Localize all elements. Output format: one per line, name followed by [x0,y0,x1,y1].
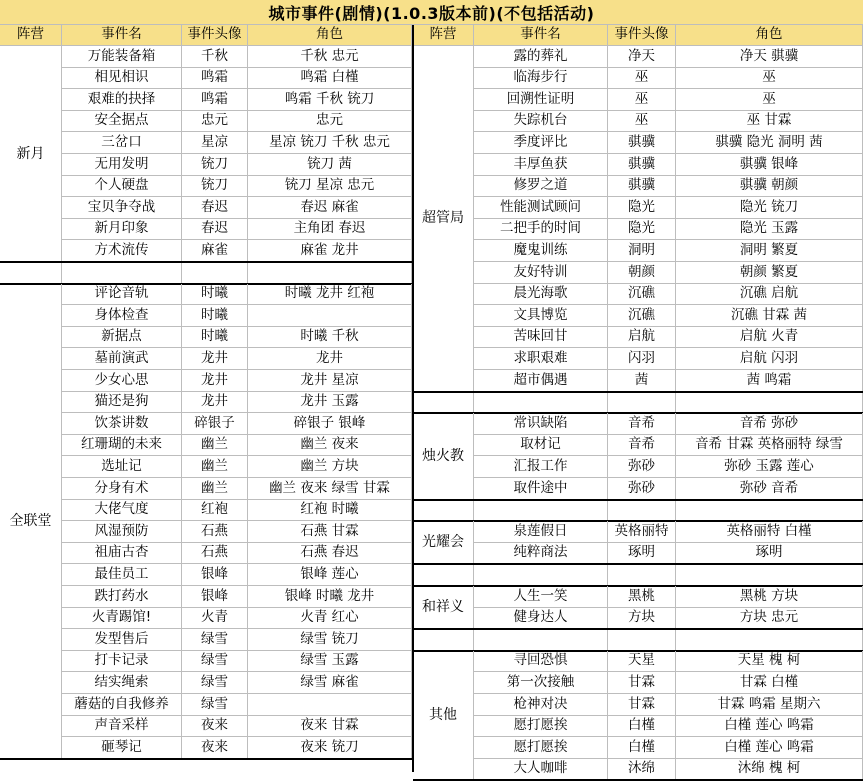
event-avatar-cell: 骐骥 [608,132,676,154]
event-name-cell: 跌打药水 [62,586,182,608]
event-name-cell: 取件途中 [474,478,608,500]
event-avatar-cell: 白槿 [608,716,676,738]
right-blank-cell [676,564,863,586]
event-name-cell: 蘑菇的自我修养 [62,694,182,716]
right-blank-cell [413,629,474,651]
roles-cell: 鸣霜 白槿 [248,68,412,90]
event-name-cell: 愿打愿挨 [474,737,608,759]
roles-cell: 白槿 莲心 鸣霜 [676,716,863,738]
roles-cell: 骐骥 银峰 [676,154,863,176]
event-avatar-cell: 巫 [608,68,676,90]
right-roles-header: 角色 [676,25,863,46]
right-camp-cell: 光耀会 [413,521,474,564]
event-name-cell: 安全据点 [62,111,182,133]
roles-cell: 鸣霜 千秋 铳刀 [248,89,412,111]
roles-cell: 铳刀 星凉 忠元 [248,176,412,198]
event-name-cell: 艰难的抉择 [62,89,182,111]
group-separator [0,261,412,263]
roles-cell: 龙井 [248,348,412,370]
event-name-cell: 红珊瑚的未来 [62,435,182,457]
event-avatar-cell: 弥砂 [608,478,676,500]
event-name-cell: 纯粹商法 [474,543,608,565]
right-blank-cell [474,500,608,522]
roles-cell: 火青 红心 [248,608,412,630]
event-avatar-cell: 天星 [608,651,676,673]
roles-cell: 黑桃 方块 [676,586,863,608]
event-avatar-cell: 闪羽 [608,348,676,370]
event-avatar-cell: 甘霖 [608,694,676,716]
event-avatar-cell: 火青 [182,608,248,630]
event-name-cell: 人生一笑 [474,586,608,608]
roles-cell: 净天 骐骥 [676,46,863,68]
group-separator [413,499,863,501]
roles-cell: 银峰 莲心 [248,564,412,586]
roles-cell: 幽兰 夜来 绿雪 甘霖 [248,478,412,500]
event-avatar-cell: 绿雪 [182,629,248,651]
roles-cell: 银峰 时曦 龙井 [248,586,412,608]
roles-cell: 启航 闪羽 [676,348,863,370]
right-blank-cell [474,392,608,414]
event-avatar-cell: 时曦 [182,284,248,306]
event-avatar-cell: 骐骥 [608,154,676,176]
event-avatar-cell: 红袍 [182,500,248,522]
event-name-cell: 选址记 [62,456,182,478]
event-avatar-cell: 沐绵 [608,759,676,781]
event-name-cell: 求职艰难 [474,348,608,370]
event-name-cell: 评论音轨 [62,284,182,306]
roles-cell: 沉礁 甘霖 茜 [676,305,863,327]
event-name-cell: 季度评比 [474,132,608,154]
roles-cell: 麻雀 龙井 [248,240,412,262]
event-avatar-cell: 石燕 [182,543,248,565]
right-camp-cell: 超管局 [413,46,474,392]
left-blank-cell [0,262,62,284]
event-avatar-cell: 甘霖 [608,672,676,694]
event-avatar-cell: 龙井 [182,348,248,370]
roles-cell: 音希 弥砂 [676,413,863,435]
roles-cell [248,694,412,716]
event-avatar-cell: 绿雪 [182,651,248,673]
left-camp-cell: 新月 [0,46,62,262]
event-avatar-cell: 隐光 [608,197,676,219]
event-avatar-cell: 洞明 [608,240,676,262]
right-camp-cell: 和祥义 [413,586,474,629]
event-name-cell: 露的葬礼 [474,46,608,68]
event-name-cell: 无用发明 [62,154,182,176]
roles-cell: 主角团 春迟 [248,219,412,241]
event-name-cell: 方术流传 [62,240,182,262]
event-name-cell: 声音采样 [62,716,182,738]
event-name-cell: 临海步行 [474,68,608,90]
event-avatar-cell: 沉礁 [608,284,676,306]
event-name-cell: 大佬气度 [62,500,182,522]
right-blank-cell [676,392,863,414]
event-name-cell: 砸琴记 [62,737,182,759]
roles-cell: 巫 甘霖 [676,111,863,133]
event-name-cell: 新据点 [62,327,182,349]
roles-cell: 白槿 莲心 鸣霜 [676,737,863,759]
event-avatar-cell: 净天 [608,46,676,68]
event-name-cell: 身体检查 [62,305,182,327]
right-blank-cell [608,629,676,651]
event-name-cell: 墓前演武 [62,348,182,370]
event-avatar-cell: 龙井 [182,392,248,414]
event-avatar-cell: 茜 [608,370,676,392]
roles-cell: 星凉 铳刀 千秋 忠元 [248,132,412,154]
event-avatar-cell: 春迟 [182,219,248,241]
roles-cell: 夜来 铳刀 [248,737,412,759]
event-name-cell: 打卡记录 [62,651,182,673]
event-avatar-cell: 银峰 [182,586,248,608]
event-name-cell: 苦味回甘 [474,327,608,349]
event-avatar-cell: 铳刀 [182,176,248,198]
roles-cell: 琢明 [676,543,863,565]
event-name-cell: 新月印象 [62,219,182,241]
event-avatar-cell: 音希 [608,413,676,435]
roles-cell: 沐绵 槐 柯 [676,759,863,781]
event-name-cell: 分身有术 [62,478,182,500]
event-avatar-cell: 琢明 [608,543,676,565]
event-avatar-cell: 时曦 [182,327,248,349]
group-separator [0,758,412,760]
event-name-cell: 常识缺陷 [474,413,608,435]
roles-cell: 音希 甘霖 英格丽特 绿雪 [676,435,863,457]
roles-cell: 骐骥 朝颜 [676,176,863,198]
roles-cell: 甘霖 鸣霜 星期六 [676,694,863,716]
sheet-title: 城市事件(剧情)(1.0.3版本前)(不包括活动) [0,0,863,25]
roles-cell: 甘霖 白槿 [676,672,863,694]
right-blank-cell [413,500,474,522]
event-name-cell: 发型售后 [62,629,182,651]
roles-cell: 英格丽特 白槿 [676,521,863,543]
event-avatar-cell: 白槿 [608,737,676,759]
event-avatar-cell: 黑桃 [608,586,676,608]
group-separator [413,391,863,393]
event-avatar-cell: 鸣霜 [182,89,248,111]
event-name-cell: 魔鬼训练 [474,240,608,262]
roles-cell: 巫 [676,89,863,111]
event-avatar-cell: 鸣霜 [182,68,248,90]
event-avatar-cell: 银峰 [182,564,248,586]
left-blank-cell [182,262,248,284]
right-blank-cell [474,564,608,586]
roles-cell: 茜 鸣霜 [676,370,863,392]
group-separator [413,563,863,565]
event-name-cell: 丰厚鱼获 [474,154,608,176]
right-blank-cell [474,629,608,651]
roles-cell: 骐骥 隐光 洞明 茜 [676,132,863,154]
right-blank-cell [676,500,863,522]
event-avatar-cell: 夜来 [182,716,248,738]
roles-cell: 铳刀 茜 [248,154,412,176]
roles-cell: 红袍 时曦 [248,500,412,522]
roles-cell: 石燕 甘霖 [248,521,412,543]
roles-cell: 千秋 忠元 [248,46,412,68]
roles-cell: 沉礁 启航 [676,284,863,306]
event-name-cell: 回溯性证明 [474,89,608,111]
event-name-cell: 愿打愿挨 [474,716,608,738]
roles-cell: 弥砂 音希 [676,478,863,500]
event-name-cell: 结实绳索 [62,672,182,694]
event-name-cell: 最佳员工 [62,564,182,586]
event-avatar-cell: 春迟 [182,197,248,219]
event-avatar-cell: 音希 [608,435,676,457]
left-event-avatar-header: 事件头像 [182,25,248,46]
event-avatar-cell: 弥砂 [608,456,676,478]
roles-cell: 碎银子 银峰 [248,413,412,435]
event-name-cell: 修罗之道 [474,176,608,198]
roles-cell: 龙井 星凉 [248,370,412,392]
event-avatar-cell: 朝颜 [608,262,676,284]
event-avatar-cell: 麻雀 [182,240,248,262]
roles-cell: 巫 [676,68,863,90]
right-blank-cell [608,500,676,522]
event-name-cell: 猫还是狗 [62,392,182,414]
event-name-cell: 少女心思 [62,370,182,392]
roles-cell: 弥砂 玉露 莲心 [676,456,863,478]
event-avatar-cell: 隐光 [608,219,676,241]
left-camp-cell: 全联堂 [0,284,62,759]
roles-cell: 隐光 铳刀 [676,197,863,219]
roles-cell: 天星 槐 柯 [676,651,863,673]
event-name-cell: 超市偶遇 [474,370,608,392]
right-event-avatar-header: 事件头像 [608,25,676,46]
roles-cell: 绿雪 铳刀 [248,629,412,651]
roles-cell: 方块 忠元 [676,608,863,630]
event-avatar-cell: 时曦 [182,305,248,327]
event-avatar-cell: 幽兰 [182,478,248,500]
event-name-cell: 失踪机台 [474,111,608,133]
group-separator [413,628,863,630]
event-avatar-cell: 巫 [608,89,676,111]
event-avatar-cell: 方块 [608,608,676,630]
event-avatar-cell: 启航 [608,327,676,349]
event-avatar-cell: 石燕 [182,521,248,543]
roles-cell: 幽兰 方块 [248,456,412,478]
left-blank-cell [248,262,412,284]
left-blank-cell [62,262,182,284]
event-avatar-cell: 绿雪 [182,694,248,716]
event-avatar-cell: 龙井 [182,370,248,392]
center-divider [412,25,414,772]
roles-cell: 绿雪 麻雀 [248,672,412,694]
roles-cell: 春迟 麻雀 [248,197,412,219]
event-avatar-cell: 英格丽特 [608,521,676,543]
event-name-cell: 饮茶讲数 [62,413,182,435]
right-camp-header: 阵营 [413,25,474,46]
roles-cell: 夜来 甘霖 [248,716,412,738]
right-blank-cell [413,392,474,414]
roles-cell [248,305,412,327]
roles-cell: 时曦 千秋 [248,327,412,349]
roles-cell: 启航 火青 [676,327,863,349]
event-name-cell: 枪神对决 [474,694,608,716]
left-roles-header: 角色 [248,25,412,46]
event-name-cell: 宝贝争夺战 [62,197,182,219]
roles-cell: 隐光 玉露 [676,219,863,241]
event-avatar-cell: 幽兰 [182,456,248,478]
event-name-cell: 二把手的时间 [474,219,608,241]
event-name-cell: 火青踢馆! [62,608,182,630]
right-event-name-header: 事件名 [474,25,608,46]
right-blank-cell [608,392,676,414]
event-name-cell: 取材记 [474,435,608,457]
event-avatar-cell: 忠元 [182,111,248,133]
roles-cell: 时曦 龙井 红袍 [248,284,412,306]
right-blank-cell [608,564,676,586]
event-avatar-cell: 绿雪 [182,672,248,694]
right-blank-cell [676,629,863,651]
event-avatar-cell: 碎银子 [182,413,248,435]
event-avatar-cell: 千秋 [182,46,248,68]
right-camp-cell: 其他 [413,651,474,781]
left-event-name-header: 事件名 [62,25,182,46]
roles-cell: 洞明 繁夏 [676,240,863,262]
event-avatar-cell: 幽兰 [182,435,248,457]
event-name-cell: 个人硬盘 [62,176,182,198]
event-avatar-cell: 骐骥 [608,176,676,198]
event-avatar-cell: 铳刀 [182,154,248,176]
right-camp-cell: 烛火教 [413,413,474,499]
event-avatar-cell: 沉礁 [608,305,676,327]
event-name-cell: 三岔口 [62,132,182,154]
event-avatar-cell: 夜来 [182,737,248,759]
event-name-cell: 泉莲假日 [474,521,608,543]
event-name-cell: 第一次接触 [474,672,608,694]
roles-cell: 龙井 玉露 [248,392,412,414]
right-blank-cell [413,564,474,586]
event-name-cell: 风湿预防 [62,521,182,543]
event-name-cell: 健身达人 [474,608,608,630]
roles-cell: 忠元 [248,111,412,133]
event-name-cell: 相见相识 [62,68,182,90]
event-avatar-cell: 星凉 [182,132,248,154]
roles-cell: 石燕 春迟 [248,543,412,565]
roles-cell: 朝颜 繁夏 [676,262,863,284]
event-name-cell: 性能测试顾问 [474,197,608,219]
event-name-cell: 寻回恐惧 [474,651,608,673]
roles-cell: 绿雪 玉露 [248,651,412,673]
event-name-cell: 万能装备箱 [62,46,182,68]
event-name-cell: 祖庙古杏 [62,543,182,565]
event-name-cell: 晨光海歌 [474,284,608,306]
event-name-cell: 汇报工作 [474,456,608,478]
event-name-cell: 文具博览 [474,305,608,327]
roles-cell: 幽兰 夜来 [248,435,412,457]
event-name-cell: 友好特训 [474,262,608,284]
event-name-cell: 大人咖啡 [474,759,608,781]
left-camp-header: 阵营 [0,25,62,46]
event-avatar-cell: 巫 [608,111,676,133]
